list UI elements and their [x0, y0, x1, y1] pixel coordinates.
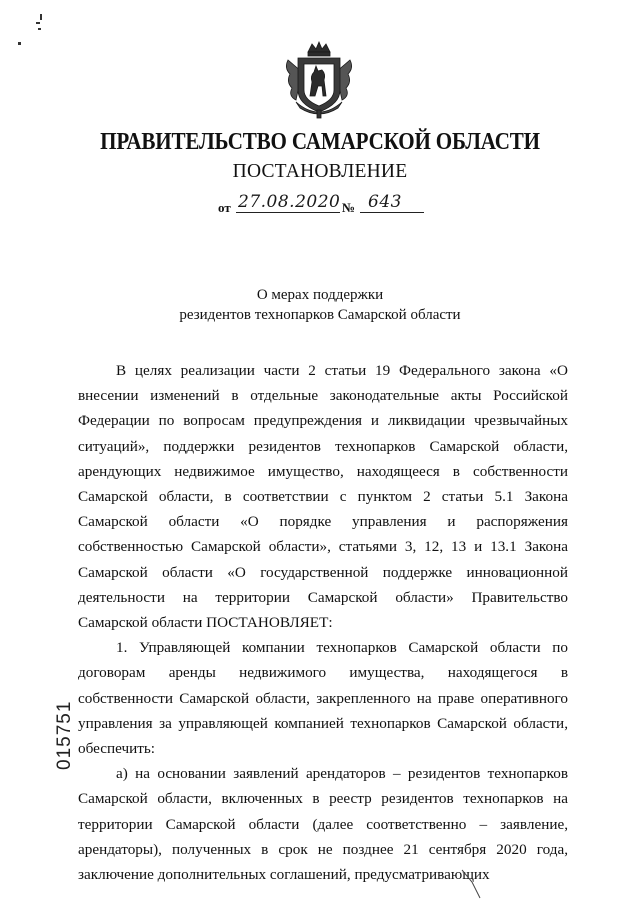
document-type: ПОСТАНОВЛЕНИЕ: [232, 161, 408, 182]
number-underline: [360, 212, 424, 213]
date-prefix: от: [218, 200, 231, 215]
handwritten-date: 27.08.2020: [238, 192, 341, 212]
paragraph-subitem-a: а) на основании заявлений арендаторов – резидентов технопарков Самарской области, включенных в реестр резидентов технопарков на территории Самарской области (далее соответственно – заявление, арендаторы), полученных в срок не позднее 21 сентября 2020 года, заключение дополнительных соглашений, предусматривающих: [78, 765, 568, 884]
government-title: ПРАВИТЕЛЬСТВО САМАРСКОЙ ОБЛАСТИ: [100, 128, 540, 155]
paragraph-item-1: 1. Управляющей компании технопарков Самарской области по договорам аренды недвижимого имущества, находящегося в собственности Самарской области, закрепленного на праве оперативного управления за управляющей компанией технопарков Самарской области, обеспечить:: [78, 639, 568, 758]
scan-artifact: [458, 868, 488, 902]
number-prefix: №: [342, 200, 356, 215]
paragraph-preamble: В целях реализации части 2 статьи 19 Федерального закона «О внесении изменений в отдельные законодательные акты Российской Федерации по вопросам предупреждения и ликвидации чрезвычайных ситуаций», поддержки резидентов технопарков Самарской области, арендующих недвижимое имущество, находящееся в собственности Самарской области, в соответствии с пунктом 2 статьи 5.1 Закона Самарской области «О порядке управления и распоряжения собственностью Самарской области», статьями 3, 12, 13 и 13.1 Закона Самарской области «О государственной поддержке инновационной деятельности на территории Самарской области» Правительство Самарской области ПОСТАНОВЛЯЕТ:: [78, 362, 568, 632]
scan-mark: [38, 28, 41, 30]
scan-mark: [36, 22, 40, 24]
document-body: [78, 358, 568, 887]
date-underline: [236, 212, 340, 213]
scan-mark: [40, 14, 42, 20]
date-number-line: [218, 194, 438, 216]
document-subject: [0, 285, 640, 325]
handwritten-number: 643: [368, 192, 402, 212]
margin-serial-number: 015751: [54, 700, 75, 770]
subject-line-2: резидентов технопарков Самарской области: [179, 307, 461, 323]
scan-mark: [18, 42, 21, 45]
samara-coat-of-arms-icon: [282, 38, 356, 120]
subject-line-1: О мерах поддержки: [256, 287, 384, 303]
